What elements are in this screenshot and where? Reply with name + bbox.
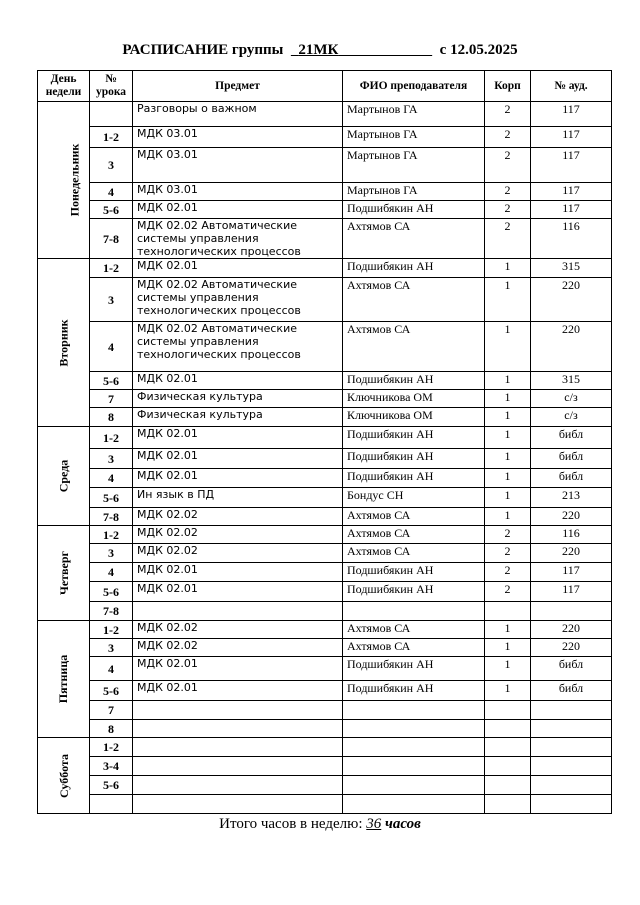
lesson-number-cell: 7 — [90, 390, 133, 408]
lesson-number-cell: 4 — [90, 322, 133, 372]
building-cell: 1 — [485, 508, 531, 526]
teacher-cell: Подшибякин АН — [343, 582, 485, 602]
teacher-cell: Ахтямов СА — [343, 526, 485, 544]
lesson-number-cell: 3 — [90, 544, 133, 563]
teacher-cell: Мартынов ГА — [343, 102, 485, 127]
teacher-cell: Подшибякин АН — [343, 469, 485, 488]
lesson-number-cell: 5-6 — [90, 776, 133, 795]
subject-cell: МДК 02.02 — [133, 621, 343, 639]
building-cell: 1 — [485, 408, 531, 427]
day-name: Пятница — [56, 654, 71, 704]
lesson-number-cell: 7 — [90, 701, 133, 720]
lesson-number-cell: 7-8 — [90, 508, 133, 526]
table-row — [38, 701, 612, 720]
day-name-cell — [38, 526, 90, 621]
teacher-cell — [343, 738, 485, 757]
subject-cell: Ин язык в ПД — [133, 488, 343, 508]
teacher-cell: Подшибякин АН — [343, 657, 485, 681]
teacher-cell: Ключникова ОМ — [343, 408, 485, 427]
room-cell: 220 — [531, 508, 612, 526]
subject-cell: МДК 02.01 — [133, 657, 343, 681]
day-name-cell — [38, 427, 90, 526]
schedule-table — [37, 70, 612, 814]
lesson-number-cell: 3-4 — [90, 757, 133, 776]
title-prefix: РАСПИСАНИЕ группы — [122, 42, 284, 58]
building-cell: 2 — [485, 219, 531, 259]
subject-cell: МДК 02.01 — [133, 681, 343, 701]
room-cell: 116 — [531, 219, 612, 259]
subject-cell: МДК 03.01 — [133, 127, 343, 148]
table-row — [38, 795, 612, 814]
table-row — [38, 390, 612, 408]
lesson-number-cell: 4 — [90, 563, 133, 582]
day-name-cell — [38, 102, 90, 259]
building-cell: 2 — [485, 544, 531, 563]
title-date: с 12.05.2025 — [439, 42, 518, 58]
building-cell: 2 — [485, 582, 531, 602]
building-cell: 2 — [485, 127, 531, 148]
room-cell: 117 — [531, 102, 612, 127]
building-cell: 1 — [485, 427, 531, 449]
lesson-number-cell: 5-6 — [90, 488, 133, 508]
subject-cell: МДК 02.01 — [133, 582, 343, 602]
building-cell: 2 — [485, 201, 531, 219]
teacher-cell: Мартынов ГА — [343, 127, 485, 148]
table-row — [38, 219, 612, 259]
lesson-number-cell: 5-6 — [90, 681, 133, 701]
room-cell: библ — [531, 449, 612, 469]
room-cell: 220 — [531, 621, 612, 639]
room-cell — [531, 720, 612, 738]
table-row — [38, 372, 612, 390]
building-cell: 1 — [485, 372, 531, 390]
room-cell: 117 — [531, 148, 612, 183]
building-cell — [485, 701, 531, 720]
table-row — [38, 201, 612, 219]
subject-cell: МДК 02.01 — [133, 372, 343, 390]
teacher-cell: Ключникова ОМ — [343, 390, 485, 408]
room-cell: 117 — [531, 563, 612, 582]
building-cell: 1 — [485, 449, 531, 469]
subject-cell: МДК 02.01 — [133, 427, 343, 449]
weekly-total — [0, 816, 640, 833]
lesson-number-cell: 5-6 — [90, 372, 133, 390]
lesson-number-cell: 7-8 — [90, 219, 133, 259]
table-row — [38, 508, 612, 526]
table-row — [38, 681, 612, 701]
room-cell: библ — [531, 427, 612, 449]
lesson-number-cell — [90, 795, 133, 814]
col-header-day: День недели — [38, 71, 90, 102]
lesson-number-cell: 3 — [90, 639, 133, 657]
building-cell — [485, 720, 531, 738]
teacher-cell: Ахтямов СА — [343, 639, 485, 657]
total-label: Итого часов в неделю: — [219, 816, 363, 832]
room-cell: 117 — [531, 183, 612, 201]
lesson-number-cell: 1-2 — [90, 621, 133, 639]
subject-cell — [133, 720, 343, 738]
building-cell: 1 — [485, 681, 531, 701]
day-name-cell — [38, 259, 90, 427]
room-cell: библ — [531, 681, 612, 701]
teacher-cell: Мартынов ГА — [343, 183, 485, 201]
table-row — [38, 278, 612, 322]
table-row — [38, 657, 612, 681]
table-row — [38, 183, 612, 201]
room-cell — [531, 738, 612, 757]
building-cell — [485, 795, 531, 814]
lesson-number-cell: 5-6 — [90, 201, 133, 219]
day-name: Вторник — [56, 318, 71, 367]
lesson-number-cell: 3 — [90, 148, 133, 183]
total-unit: часов — [385, 816, 421, 832]
building-cell — [485, 738, 531, 757]
lesson-number-cell: 1-2 — [90, 127, 133, 148]
room-cell: 220 — [531, 322, 612, 372]
subject-cell: МДК 03.01 — [133, 148, 343, 183]
table-row — [38, 776, 612, 795]
room-cell — [531, 701, 612, 720]
subject-cell — [133, 738, 343, 757]
building-cell: 1 — [485, 469, 531, 488]
room-cell — [531, 602, 612, 621]
table-row — [38, 148, 612, 183]
day-name: Четверг — [56, 551, 71, 595]
building-cell: 2 — [485, 183, 531, 201]
header-row — [38, 71, 612, 102]
teacher-cell: Подшибякин АН — [343, 427, 485, 449]
room-cell: 117 — [531, 127, 612, 148]
subject-cell: МДК 03.01 — [133, 183, 343, 201]
teacher-cell — [343, 757, 485, 776]
table-row — [38, 259, 612, 278]
lesson-number-cell: 4 — [90, 657, 133, 681]
room-cell: с/з — [531, 408, 612, 427]
room-cell: 117 — [531, 201, 612, 219]
col-header-lesson-number: № урока — [90, 71, 133, 102]
day-name: Суббота — [56, 753, 71, 798]
lesson-number-cell: 8 — [90, 408, 133, 427]
table-row — [38, 563, 612, 582]
teacher-cell: Подшибякин АН — [343, 563, 485, 582]
teacher-cell: Ахтямов СА — [343, 621, 485, 639]
subject-cell: МДК 02.01 — [133, 469, 343, 488]
lesson-number-cell: 1-2 — [90, 526, 133, 544]
table-row — [38, 602, 612, 621]
subject-cell: МДК 02.02 — [133, 639, 343, 657]
group-name: 21МК — [298, 42, 339, 58]
lesson-number-cell — [90, 102, 133, 127]
table-row — [38, 322, 612, 372]
subject-cell — [133, 795, 343, 814]
room-cell: с/з — [531, 390, 612, 408]
lesson-number-cell: 3 — [90, 278, 133, 322]
teacher-cell: Ахтямов СА — [343, 544, 485, 563]
building-cell: 1 — [485, 322, 531, 372]
subject-cell — [133, 602, 343, 621]
subject-cell: МДК 02.01 — [133, 259, 343, 278]
room-cell: 220 — [531, 544, 612, 563]
teacher-cell: Ахтямов СА — [343, 322, 485, 372]
teacher-cell: Ахтямов СА — [343, 278, 485, 322]
teacher-cell — [343, 776, 485, 795]
table-row — [38, 526, 612, 544]
teacher-cell: Бондус СН — [343, 488, 485, 508]
schedule-body — [38, 102, 612, 814]
table-row — [38, 408, 612, 427]
table-row — [38, 488, 612, 508]
teacher-cell — [343, 795, 485, 814]
room-cell: библ — [531, 657, 612, 681]
room-cell — [531, 757, 612, 776]
room-cell: 116 — [531, 526, 612, 544]
room-cell — [531, 795, 612, 814]
teacher-cell — [343, 701, 485, 720]
day-name-cell — [38, 738, 90, 814]
day-name-cell — [38, 621, 90, 738]
teacher-cell: Подшибякин АН — [343, 372, 485, 390]
col-header-building: Корп — [485, 71, 531, 102]
building-cell: 2 — [485, 102, 531, 127]
building-cell: 1 — [485, 657, 531, 681]
lesson-number-cell: 3 — [90, 449, 133, 469]
table-row — [38, 449, 612, 469]
room-cell: 220 — [531, 639, 612, 657]
building-cell — [485, 602, 531, 621]
room-cell: 315 — [531, 259, 612, 278]
teacher-cell: Ахтямов СА — [343, 508, 485, 526]
teacher-cell: Подшибякин АН — [343, 259, 485, 278]
building-cell: 2 — [485, 148, 531, 183]
building-cell: 1 — [485, 621, 531, 639]
lesson-number-cell: 1-2 — [90, 259, 133, 278]
teacher-cell: Подшибякин АН — [343, 681, 485, 701]
teacher-cell — [343, 720, 485, 738]
building-cell: 1 — [485, 390, 531, 408]
subject-cell: МДК 02.02 — [133, 544, 343, 563]
teacher-cell: Подшибякин АН — [343, 201, 485, 219]
lesson-number-cell: 4 — [90, 183, 133, 201]
building-cell — [485, 757, 531, 776]
lesson-number-cell: 7-8 — [90, 602, 133, 621]
building-cell: 1 — [485, 639, 531, 657]
room-cell: библ — [531, 469, 612, 488]
subject-cell: МДК 02.02 Автоматические системы управления технологических процессов — [133, 322, 343, 372]
lesson-number-cell: 4 — [90, 469, 133, 488]
lesson-number-cell: 1-2 — [90, 738, 133, 757]
subject-cell: МДК 02.02 — [133, 508, 343, 526]
room-cell: 220 — [531, 278, 612, 322]
day-name: Среда — [56, 459, 71, 493]
room-cell: 315 — [531, 372, 612, 390]
col-header-teacher: ФИО преподавателя — [343, 71, 485, 102]
table-row — [38, 102, 612, 127]
subject-cell: МДК 02.01 — [133, 563, 343, 582]
room-cell — [531, 776, 612, 795]
subject-cell — [133, 701, 343, 720]
building-cell — [485, 776, 531, 795]
table-row — [38, 757, 612, 776]
building-cell: 1 — [485, 259, 531, 278]
subject-cell: МДК 02.02 Автоматические системы управления технологических процессов — [133, 278, 343, 322]
table-row — [38, 639, 612, 657]
title-group — [291, 42, 432, 58]
subject-cell: Разговоры о важном — [133, 102, 343, 127]
subject-cell: Физическая культура — [133, 390, 343, 408]
building-cell: 1 — [485, 278, 531, 322]
day-name: Понедельник — [67, 143, 82, 217]
lesson-number-cell: 8 — [90, 720, 133, 738]
subject-cell: МДК 02.01 — [133, 201, 343, 219]
teacher-cell: Мартынов ГА — [343, 148, 485, 183]
subject-cell: МДК 02.02 Автоматические системы управления технологических процессов — [133, 219, 343, 259]
subject-cell — [133, 757, 343, 776]
teacher-cell — [343, 602, 485, 621]
table-row — [38, 738, 612, 757]
table-row — [38, 544, 612, 563]
building-cell: 1 — [485, 488, 531, 508]
teacher-cell: Ахтямов СА — [343, 219, 485, 259]
building-cell: 2 — [485, 526, 531, 544]
subject-cell: МДК 02.01 — [133, 449, 343, 469]
table-row — [38, 621, 612, 639]
col-header-room: № ауд. — [531, 71, 612, 102]
total-hours: 36 — [366, 816, 382, 832]
teacher-cell: Подшибякин АН — [343, 449, 485, 469]
room-cell: 213 — [531, 488, 612, 508]
table-row — [38, 720, 612, 738]
subject-cell: МДК 02.02 — [133, 526, 343, 544]
lesson-number-cell: 5-6 — [90, 582, 133, 602]
room-cell: 117 — [531, 582, 612, 602]
subject-cell — [133, 776, 343, 795]
table-row — [38, 582, 612, 602]
subject-cell: Физическая культура — [133, 408, 343, 427]
building-cell: 2 — [485, 563, 531, 582]
lesson-number-cell: 1-2 — [90, 427, 133, 449]
table-row — [38, 427, 612, 449]
schedule-title — [0, 42, 640, 59]
table-row — [38, 127, 612, 148]
col-header-subject: Предмет — [133, 71, 343, 102]
table-row — [38, 469, 612, 488]
